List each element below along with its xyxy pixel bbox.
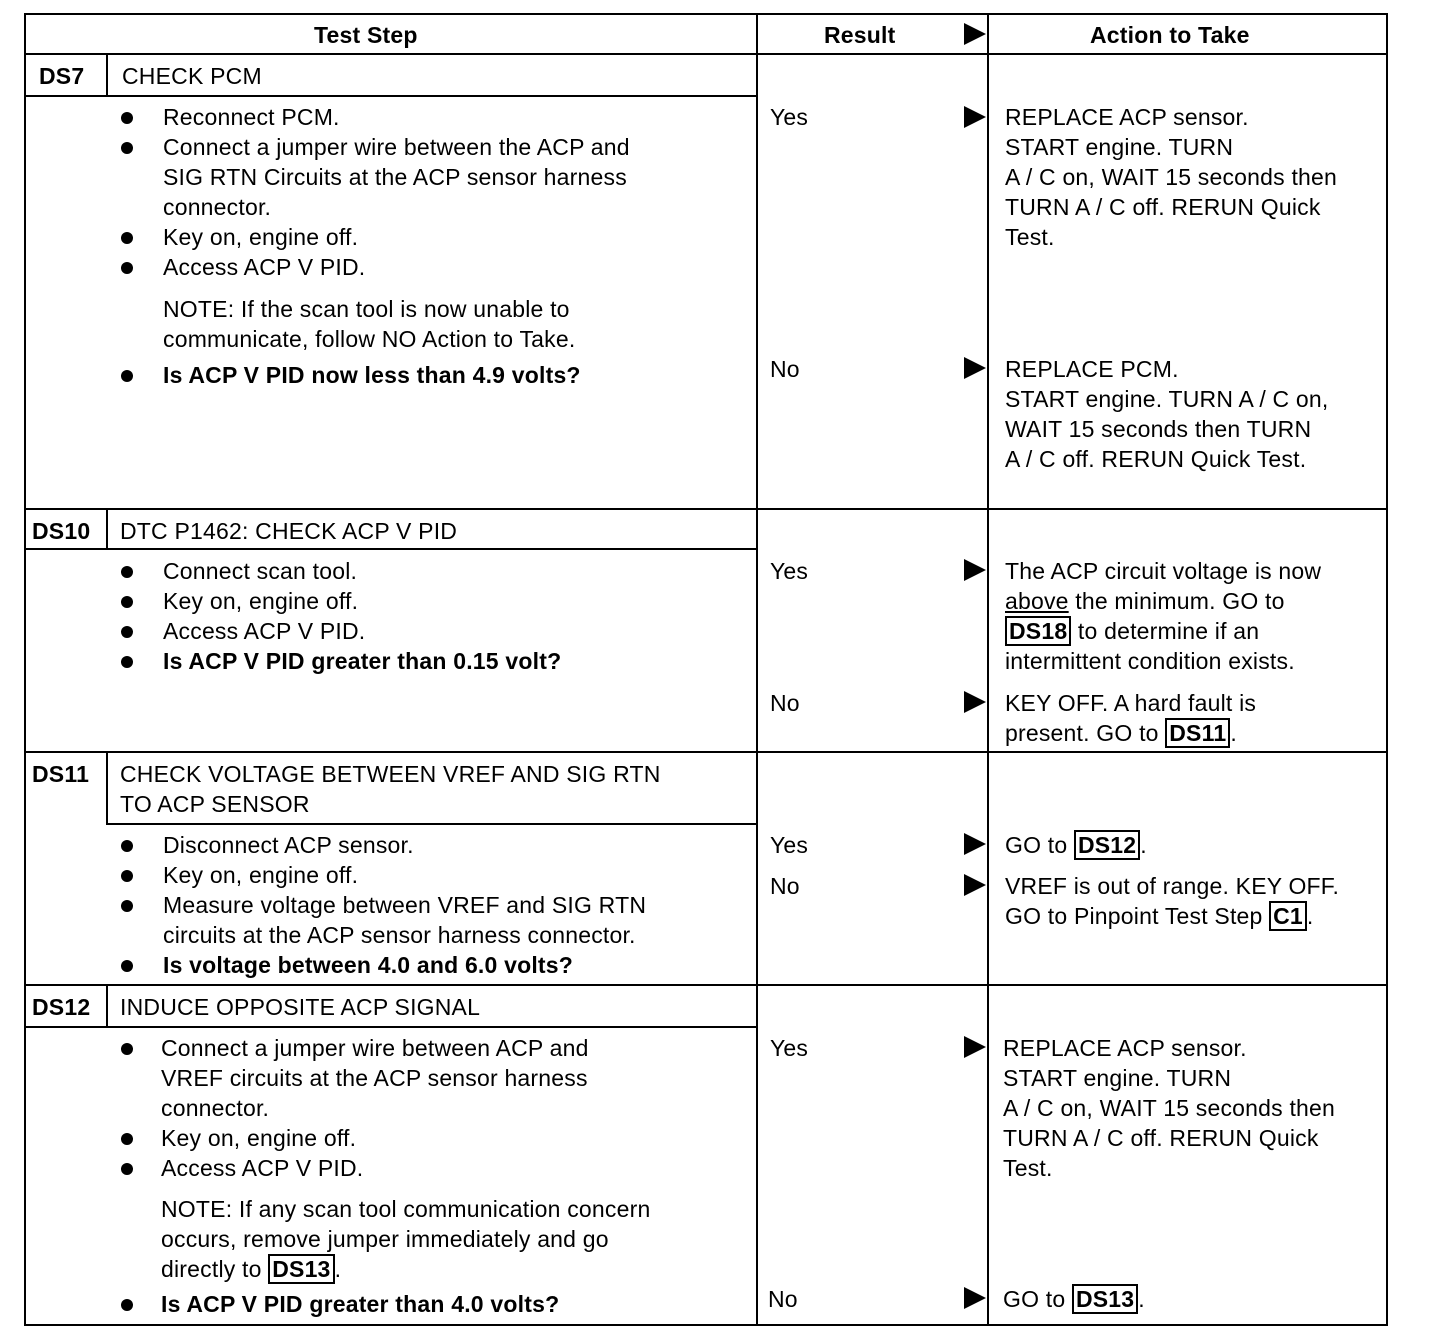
table-border-right — [1386, 13, 1388, 1326]
column-divider-result — [756, 13, 758, 1326]
bullet-icon — [121, 900, 133, 912]
ds11-no-action-2b: . — [1306, 903, 1314, 929]
ds10-yes-action-2 — [1005, 586, 1285, 616]
ds11-no-action-2 — [1005, 901, 1314, 931]
header-action: Action to Take — [1090, 22, 1250, 48]
ds10-id-divider — [106, 508, 108, 550]
ds12-step-3: Access ACP V PID. — [161, 1155, 364, 1181]
bullet-icon — [121, 840, 133, 852]
ds12-id: DS12 — [32, 994, 91, 1020]
ds12-no-action-post: . — [1138, 1286, 1145, 1312]
ds11-id: DS11 — [32, 761, 90, 787]
ds7-no-action-1: REPLACE PCM. — [1005, 356, 1179, 382]
ds12-note-line1: NOTE: If any scan tool communication concern — [161, 1196, 651, 1222]
ds11-id-divider — [106, 751, 108, 825]
ds7-no-arrow-icon — [964, 357, 986, 379]
ds7-step-3: Key on, engine off. — [163, 224, 359, 250]
section-divider-ds10 — [24, 508, 1388, 510]
ds7-id: DS7 — [39, 63, 85, 89]
ds10-step-3: Access ACP V PID. — [163, 618, 366, 644]
ds10-yes-action-2a: above — [1005, 588, 1069, 614]
ds10-yes-action-3b: to determine if an — [1071, 618, 1260, 644]
ref-ds11-link[interactable]: DS11 — [1165, 718, 1230, 748]
bullet-icon — [121, 1133, 133, 1145]
ds7-yes: Yes — [770, 104, 809, 130]
ds7-id-divider — [106, 53, 108, 97]
ds12-step-1-line3: connector. — [161, 1095, 270, 1121]
ds11-question: Is voltage between 4.0 and 6.0 volts? — [163, 952, 574, 978]
ds10-no-action-1: KEY OFF. A hard fault is — [1005, 690, 1257, 716]
section-divider-ds11 — [24, 751, 1388, 753]
ds10-no-action-2 — [1005, 718, 1237, 748]
ds11-step-1: Disconnect ACP sensor. — [163, 832, 414, 858]
ds11-step-2: Key on, engine off. — [163, 862, 359, 888]
ds10-yes-action-3 — [1005, 616, 1259, 646]
ds7-no-action-2: START engine. TURN A / C on, — [1005, 386, 1329, 412]
section-divider-ds12 — [24, 984, 1388, 986]
ds7-yes-action-3: A / C on, WAIT 15 seconds then — [1005, 164, 1338, 190]
bullet-icon — [121, 626, 133, 638]
ds12-no: No — [768, 1286, 798, 1312]
ds10-question: Is ACP V PID greater than 0.15 volt? — [163, 648, 562, 674]
ds7-no-action-4: A / C off. RERUN Quick Test. — [1005, 446, 1307, 472]
ds12-title-bottom — [24, 1026, 756, 1028]
bullet-icon — [121, 112, 133, 124]
ds12-yes-action-1: REPLACE ACP sensor. — [1003, 1035, 1247, 1061]
ds11-step-3: Measure voltage between VREF and SIG RTN — [163, 892, 647, 918]
bullet-icon — [121, 566, 133, 578]
ds10-no: No — [770, 690, 800, 716]
ds10-yes-action-1: The ACP circuit voltage is now — [1005, 558, 1322, 584]
ds12-note-line3 — [161, 1254, 341, 1284]
ds11-yes-action — [1005, 830, 1147, 860]
ds12-note-line2: occurs, remove jumper immediately and go — [161, 1226, 609, 1252]
ds10-no-action-2b: . — [1230, 720, 1237, 746]
bullet-icon — [121, 1043, 133, 1055]
ref-ds18-link[interactable]: DS18 — [1005, 616, 1071, 646]
ds12-step-1-line2: VREF circuits at the ACP sensor harness — [161, 1065, 588, 1091]
ds12-note-line3b: . — [334, 1256, 342, 1282]
bullet-icon — [121, 1299, 133, 1311]
ds10-step-1: Connect scan tool. — [163, 558, 358, 584]
ds10-id: DS10 — [32, 518, 91, 544]
ds7-no: No — [770, 356, 800, 382]
ds10-title-bottom — [24, 548, 756, 550]
ds7-yes-action-4: TURN A / C off. RERUN Quick — [1005, 194, 1321, 220]
diagnostic-table — [24, 13, 1388, 1326]
bullet-icon — [121, 142, 133, 154]
ref-ds13-link[interactable]: DS13 — [268, 1254, 334, 1284]
ds12-note-line3a: directly to — [161, 1256, 269, 1282]
ds12-question: Is ACP V PID greater than 4.0 volts? — [161, 1291, 560, 1317]
ds10-no-arrow-icon — [964, 691, 986, 713]
ds7-step-2-line2: SIG RTN Circuits at the ACP sensor harness — [163, 164, 627, 190]
ds7-yes-arrow-icon — [964, 106, 986, 128]
ds11-yes: Yes — [770, 832, 809, 858]
ds7-no-action-3: WAIT 15 seconds then TURN — [1005, 416, 1312, 442]
ds10-step-2: Key on, engine off. — [163, 588, 359, 614]
ds11-title-line2: TO ACP SENSOR — [120, 791, 310, 817]
ds11-yes-arrow-icon — [964, 833, 986, 855]
ds12-step-1: Connect a jumper wire between ACP and — [161, 1035, 589, 1061]
ds11-no-action-1: VREF is out of range. KEY OFF. — [1005, 873, 1340, 899]
ds11-no-arrow-icon — [964, 874, 986, 896]
ds11-step-3-line2: circuits at the ACP sensor harness connector. — [163, 922, 636, 948]
ds10-yes-action-2b: the minimum. GO to — [1068, 588, 1285, 614]
ds12-step-2: Key on, engine off. — [161, 1125, 357, 1151]
ds7-step-2-line3: connector. — [163, 194, 272, 220]
bullet-icon — [121, 232, 133, 244]
bullet-icon — [121, 656, 133, 668]
ds12-no-action-pre: GO to — [1003, 1286, 1072, 1312]
bullet-icon — [121, 596, 133, 608]
ds12-id-divider — [106, 984, 108, 1028]
ds11-no-action-2a: GO to Pinpoint Test Step — [1005, 903, 1270, 929]
bullet-icon — [121, 370, 133, 382]
ds10-no-action-2a: present. GO to — [1005, 720, 1166, 746]
ds7-title-bottom — [24, 95, 756, 97]
table-border-left — [24, 13, 26, 1326]
ds12-no-action — [1003, 1284, 1145, 1314]
ds11-yes-action-post: . — [1140, 832, 1147, 858]
ds7-step-1: Reconnect PCM. — [163, 104, 340, 130]
ds7-step-2: Connect a jumper wire between the ACP and — [163, 134, 630, 160]
ds7-note-line1: NOTE: If the scan tool is now unable to — [163, 296, 570, 322]
ds12-title: INDUCE OPPOSITE ACP SIGNAL — [120, 994, 481, 1020]
ds10-yes-arrow-icon — [964, 559, 986, 581]
ds7-question: Is ACP V PID now less than 4.9 volts? — [163, 362, 581, 388]
ds11-title-line1: CHECK VOLTAGE BETWEEN VREF AND SIG RTN — [120, 761, 661, 787]
bullet-icon — [121, 960, 133, 972]
ds7-note-line2: communicate, follow NO Action to Take. — [163, 326, 576, 352]
ds10-yes-action-4: intermittent condition exists. — [1005, 648, 1295, 674]
bullet-icon — [121, 870, 133, 882]
header-divider — [24, 53, 1388, 55]
ds12-yes: Yes — [770, 1035, 809, 1061]
ds11-yes-action-pre: GO to — [1005, 832, 1074, 858]
ds11-title-bottom — [106, 823, 756, 825]
ds10-yes: Yes — [770, 558, 809, 584]
ds12-yes-action-2: START engine. TURN — [1003, 1065, 1232, 1091]
table-border-bottom — [24, 1324, 1388, 1326]
header-test-step: Test Step — [314, 22, 418, 48]
header-result: Result — [824, 22, 896, 48]
ds12-yes-action-3: A / C on, WAIT 15 seconds then — [1003, 1095, 1336, 1121]
ds10-title: DTC P1462: CHECK ACP V PID — [120, 518, 458, 544]
ref-c1-link[interactable]: C1 — [1269, 901, 1307, 931]
bullet-icon — [121, 1163, 133, 1175]
ds7-yes-action-1: REPLACE ACP sensor. — [1005, 104, 1249, 130]
ds12-yes-arrow-icon — [964, 1036, 986, 1058]
ref-ds12-link[interactable]: DS12 — [1074, 830, 1140, 860]
ref-ds13-link[interactable]: DS13 — [1072, 1284, 1138, 1314]
ds7-yes-action-2: START engine. TURN — [1005, 134, 1234, 160]
ds7-yes-action-5: Test. — [1005, 224, 1055, 250]
bullet-icon — [121, 262, 133, 274]
ds12-yes-action-5: Test. — [1003, 1155, 1053, 1181]
ds11-no: No — [770, 873, 800, 899]
header-arrow-icon — [964, 23, 986, 45]
ds12-no-arrow-icon — [964, 1287, 986, 1309]
ds7-title: CHECK PCM — [122, 63, 262, 89]
column-divider-action — [987, 13, 989, 1326]
ds7-step-4: Access ACP V PID. — [163, 254, 366, 280]
table-border-top — [24, 13, 1388, 15]
ds12-yes-action-4: TURN A / C off. RERUN Quick — [1003, 1125, 1319, 1151]
